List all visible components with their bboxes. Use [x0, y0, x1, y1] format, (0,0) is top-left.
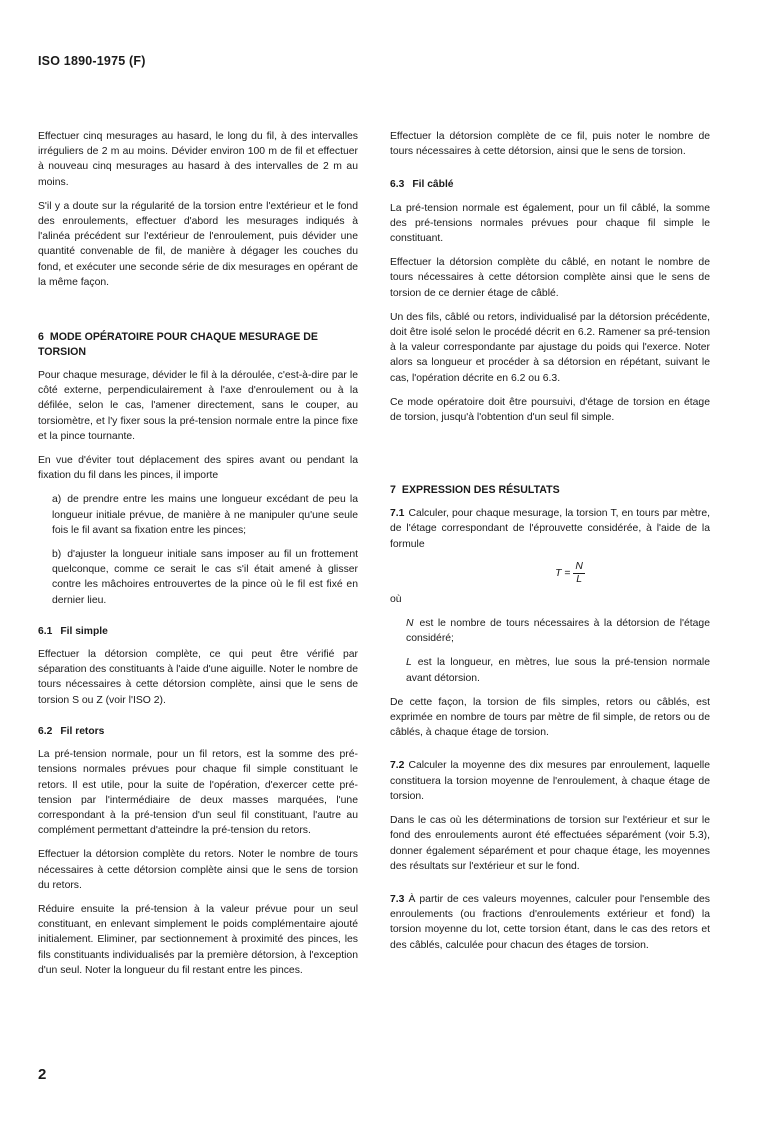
- list-item-text: d'ajuster la longueur initiale sans imposer au fil un frottement quelconque, comme ce serait le cas s'il était amené à glisser contre les mâchoires entrouvertes de la pince où le fil est fixé en dernier lieu.: [52, 549, 358, 606]
- paragraph: En vue d'éviter tout déplacement des spires avant ou pendant la fixation du fil dans les pinces, il importe: [38, 455, 358, 482]
- subsection-number: 7.1: [390, 508, 405, 520]
- formula-denominator: L: [576, 573, 583, 585]
- subsection-number: 6.2: [38, 725, 53, 737]
- list-item-b: [38, 547, 358, 608]
- paragraph: Effectuer cinq mesurages au hasard, le long du fil, à des intervalles irréguliers de 2 m au moins. Dévider environ 100 m de fil et effectuer à nouveau cinq mesurages au hasard à des intervalles de 2 m au moins.: [38, 131, 358, 188]
- variable-text: est le nombre de tours nécessaires à la détorsion de l'étage considéré;: [406, 618, 710, 645]
- section-title: EXPRESSION DES RÉSULTATS: [401, 484, 560, 497]
- subsection-title: Fil retors: [60, 725, 105, 737]
- where-label: où: [390, 593, 402, 605]
- section-title: MODE OPÉRATOIRE POUR CHAQUE MESURAGE DE TORSION: [38, 331, 318, 359]
- page-number: 2: [38, 1066, 47, 1083]
- paragraph: Effectuer la détorsion complète du câblé, en notant le nombre de tours nécessaires à cette détorsion complète ainsi que le sens de torsion de ce dernier étage de câblé.: [390, 257, 710, 299]
- section-number: 6: [38, 331, 44, 344]
- formula-fraction: [573, 561, 585, 586]
- variable-n-definition: [390, 616, 710, 646]
- paragraph: Réduire ensuite la pré-tension à la valeur prévue pour un seul constituant, en enlevant simplement le poids complémentaire ajouté initialement. Eliminer, par sectionnement à proximité des pinces, les fils constituants individualisés par la première détorsion, à l'exception d'un seul. Noter la longueur du fil restant entre les pinces.: [38, 903, 358, 976]
- document-header: ISO 1890-1975 (F): [38, 54, 146, 68]
- paragraph: Ce mode opératoire doit être poursuivi, d'étage de torsion en étage de torsion, jusqu'à l'obtention d'un seul fil simple.: [390, 396, 710, 424]
- paragraph: Effectuer la détorsion complète, ce qui peut être vérifié par séparation des constituants à l'aide d'une aiguille. Noter le nombre de tours nécessaires à cette détorsion complète, ainsi que le sens de torsion S ou Z (voir l'ISO 2).: [38, 649, 358, 706]
- paragraph: Un des fils, câblé ou retors, individualisé par la détorsion précédente, doit être isolé selon le procédé décrit en 6.2. Ramener sa pré-tension à la valeur correspondante par ajustage du poids qui l'exerce. Noter alors sa longueur et procéder à sa détorsion en répétant, suivant le cas, l'opération décrite en 6.2 ou 6.3.: [390, 311, 710, 384]
- subsection-number: 7.3: [390, 893, 405, 905]
- subsection-7-3: [390, 892, 710, 953]
- paragraph: S'il y a doute sur la régularité de la torsion entre l'extérieur et le fond des enroulements, effectuer d'abord les mesurages indiqués à l'alinéa précédent sur l'extérieur de l'enroulement, puis dévider une quantité convenable de fil, de manière à dégager les couches du fond, et exécuter une seconde série de dix mesurages en opérant de la même façon.: [38, 200, 358, 288]
- section-6-heading: [38, 330, 358, 360]
- list-item-text: de prendre entre les mains une longueur excédant de peu la longueur initiale prévue, de manière à ne manipuler qu'une seule fois le fil avant sa fixation entre les pinces;: [52, 494, 358, 536]
- formula: [390, 561, 710, 586]
- right-column: [390, 129, 710, 962]
- subsection-number: 6.1: [38, 625, 53, 637]
- paragraph-text: À partir de ces valeurs moyennes, calculer pour l'ensemble des enroulements (ou fractions d'enroulements extérieur et fond) la torsion moyenne du lot, cette torsion étant, dans le cas des retors et des câblés, calculée pour chacun des étages de torsion.: [390, 893, 710, 951]
- paragraph: Effectuer la détorsion complète du retors. Noter le nombre de tours nécessaires à cette détorsion complète ainsi que le sens de torsion du retors.: [38, 849, 358, 891]
- subsection-title: Fil câblé: [412, 179, 454, 191]
- section-number: 7: [390, 484, 396, 497]
- list-marker: a): [52, 494, 62, 506]
- paragraph: Pour chaque mesurage, dévider le fil à la déroulée, c'est-à-dire par le côté externe, perpendiculairement à l'axe d'enroulement ou à la défilée, selon le cas, l'amener directement, sans le couper, au torsiomètre, et l'y fixer sous la pré-tension normale entre la pince fixe et la pince tournante.: [38, 370, 358, 442]
- variable-text: est la longueur, en mètres, lue sous la pré-tension normale avant détorsion.: [406, 657, 710, 684]
- paragraph: La pré-tension normale est également, pour un fil câblé, la somme des pré-tensions normales prévues pour chaque fil simple le constituant.: [390, 202, 710, 245]
- subsection-number: 7.2: [390, 760, 405, 772]
- paragraph: Dans le cas où les déterminations de torsion sur l'extérieur et sur le fond des enroulements auront été effectuées séparément (voir 5.3), donner également séparément et pour chaque étage, les moyennes des résultats sur l'extérieur et sur le fond.: [390, 815, 710, 872]
- formula-numerator: N: [575, 560, 583, 572]
- paragraph-text: Calculer la moyenne des dix mesures par enroulement, laquelle constituera la torsion moyenne de l'enroulement, à chaque étage de torsion.: [390, 760, 710, 802]
- subsection-number: 6.3: [390, 179, 405, 191]
- left-column: [38, 129, 358, 987]
- paragraph: Effectuer la détorsion complète de ce fil, puis noter le nombre de tours nécessaires à cette détorsion, ainsi que le sens de torsion.: [390, 131, 710, 158]
- list-item-a: [38, 492, 358, 538]
- variable-l-definition: [390, 655, 710, 685]
- list-marker: b): [52, 549, 62, 561]
- subsection-6-2-heading: [38, 724, 358, 739]
- subsection-7-2: [390, 758, 710, 804]
- variable-symbol: N: [406, 618, 414, 630]
- formula-lhs: T =: [555, 567, 571, 579]
- variable-symbol: L: [406, 657, 412, 669]
- paragraph: La pré-tension normale, pour un fil retors, est la somme des pré-tensions normales prévues pour chaque fil simple constituant le retors. Il est utile, pour la suite de l'opération, d'exercer cette pré-tension par l'intermédiaire de deux masses marquées, l'une correspondant à la pré-tension d'un seul fil constituant, l'autre au complément permettant d'atteindre la pré-tension du retors.: [38, 749, 358, 837]
- paragraph-text: Calculer, pour chaque mesurage, la torsion T, en tours par mètre, de l'étage correspondant de l'éprouvette considérée, à l'aide de la formule: [390, 508, 710, 550]
- subsection-6-1-heading: [38, 624, 358, 639]
- paragraph: De cette façon, la torsion de fils simples, retors ou câblés, est exprimée en nombre de tours par mètre de fil simple, de retors ou de câblés, à chaque étage de torsion.: [390, 696, 710, 739]
- section-7-heading: [390, 483, 710, 498]
- subsection-7-1: [390, 506, 710, 552]
- subsection-title: Fil simple: [60, 625, 108, 637]
- subsection-6-3-heading: [390, 177, 710, 192]
